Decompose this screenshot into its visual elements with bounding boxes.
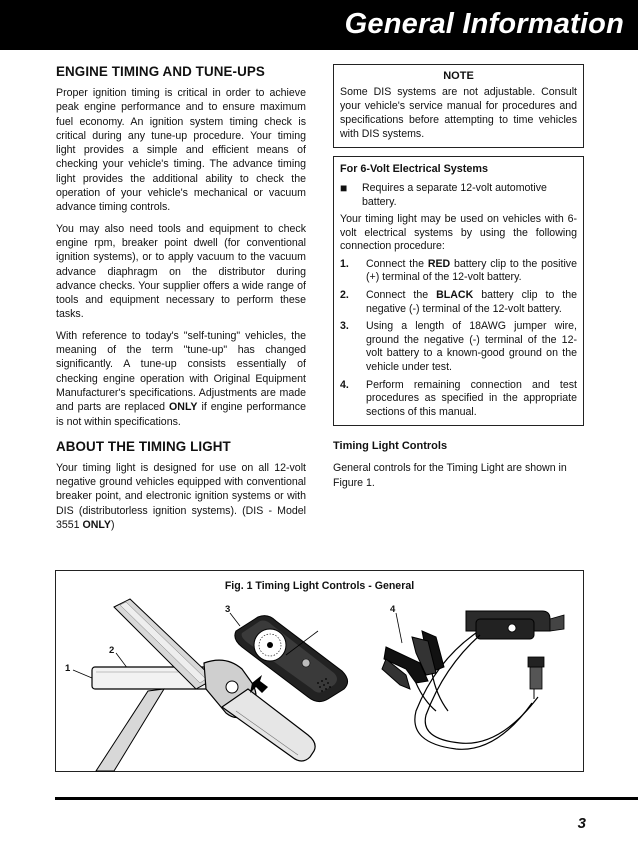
figure-caption: Fig. 1 Timing Light Controls - General (224, 580, 415, 592)
callout-4: 4 (390, 604, 396, 615)
timing-light-text: Your timing light is designed for use on all 12-volt negative ground vehicles equipped with conventional breaker point, and electronic ignition systems or with DIS (distributorless ignition systems). (DIS - Model 3551 (56, 461, 306, 532)
paragraph-self-tuning (56, 329, 306, 429)
heading-timing-light-controls: Timing Light Controls (333, 440, 448, 453)
paragraph-timing-light (56, 461, 306, 532)
only-emphasis-dis: ONLY (82, 519, 111, 532)
step-red-emphasis: RED (427, 257, 451, 270)
step-text-post: battery clip to the negative (-) terminal of the 12-volt battery. (366, 288, 577, 315)
header-bar (0, 0, 638, 50)
connector-plug-icon (528, 657, 544, 699)
timing-light-illustration (56, 571, 585, 773)
step-text: Perform remaining connection and test procedures as specified in the appropriate sections of this manual. (366, 378, 577, 418)
step-black-emphasis: BLACK (436, 288, 474, 301)
figure-box (55, 570, 584, 772)
cable (425, 635, 538, 743)
step-text-pre: Connect the (366, 288, 429, 301)
timing-light-text-end: ) (111, 519, 115, 532)
paragraph-ignition-timing: Proper ignition timing is critical in order to achieve peak engine performance and to ensure maximum fuel economy. An ignition system timing check is critical during any tune-up procedure. Your timing light provides a simple and efficient means of checking your vehicle's timing. The advance timing light provides the additional ability to check the operation of your vehicle's mechanical or vacuum advance timing controls. (56, 87, 306, 214)
step-number: 4. (340, 378, 349, 391)
step-item (340, 320, 577, 374)
page-title: General Information (344, 8, 624, 40)
note-title: NOTE (443, 70, 474, 82)
six-volt-box (333, 156, 584, 426)
inductive-pickup-icon (466, 611, 564, 639)
paragraph-controls: General controls for the Timing Light are shown in Figure 1. (333, 462, 567, 489)
step-item (340, 258, 577, 285)
only-emphasis: ONLY (169, 401, 198, 414)
paragraph-tools: You may also need tools and equipment to check engine rpm, breaker point dwell (for conventional ignition systems), or to apply vacuum to the vacuum advance diaphragm on the distributor during advance checks. Your supplier offers a wide range of tools and equipment necessary to perform these tasks. (56, 222, 306, 321)
step-number: 2. (340, 288, 349, 301)
step-item (340, 379, 577, 420)
callout-3-leader (230, 613, 240, 626)
step-item (340, 289, 577, 316)
square-bullet-icon: ■ (340, 181, 348, 195)
heading-engine-timing: ENGINE TIMING AND TUNE-UPS (56, 64, 265, 79)
six-volt-intro: Your timing light may be used on vehicles with 6-volt electrical systems by using the following connection procedure: (340, 213, 577, 253)
step-number: 3. (340, 320, 349, 333)
callout-1-leader (73, 670, 92, 678)
callout-2: 2 (109, 645, 115, 656)
page-number: 3 (577, 815, 586, 832)
footer-rule (55, 797, 638, 800)
note-text: Some DIS systems are not adjustable. Consult your vehicle's service manual for procedures and specifications before attempting to time vehicles with DIS systems. (340, 86, 577, 140)
six-volt-title: For 6-Volt Electrical Systems (340, 163, 489, 175)
note-box (333, 64, 584, 148)
heading-about-timing-light: ABOUT THE TIMING LIGHT (56, 438, 231, 454)
bullet-item (340, 181, 577, 209)
bullet-text: Requires a separate 12-volt automotive battery. (362, 182, 547, 208)
callout-1: 1 (65, 663, 71, 674)
step-text-pre: Connect the (366, 257, 424, 270)
right-column (333, 64, 584, 497)
step-number: 1. (340, 257, 349, 270)
self-tuning-text: With reference to today's "self-tuning" vehicles, the meaning of the term "tune-up" has changed significantly. A tune-up consists essentially of checking engine operation with Original Equipment Manufacturer's specifications. Adjustments are made and parts are replaced (56, 329, 306, 414)
arrow-icon (250, 675, 268, 693)
step-text (366, 289, 577, 316)
step-text: Using a length of 18AWG jumper wire, ground the negative (-) terminal of the 12-volt battery to a known-good ground on the vehicle under test. (366, 320, 577, 373)
step-text (366, 258, 577, 285)
step-text-post: battery clip to the positive (+) terminal of the 12-volt battery. (366, 257, 577, 284)
left-column (56, 64, 306, 539)
callout-3: 3 (225, 604, 231, 615)
self-tuning-text-end: if engine performance is not within specifications. (56, 401, 306, 428)
callout-4-leader (396, 613, 402, 643)
